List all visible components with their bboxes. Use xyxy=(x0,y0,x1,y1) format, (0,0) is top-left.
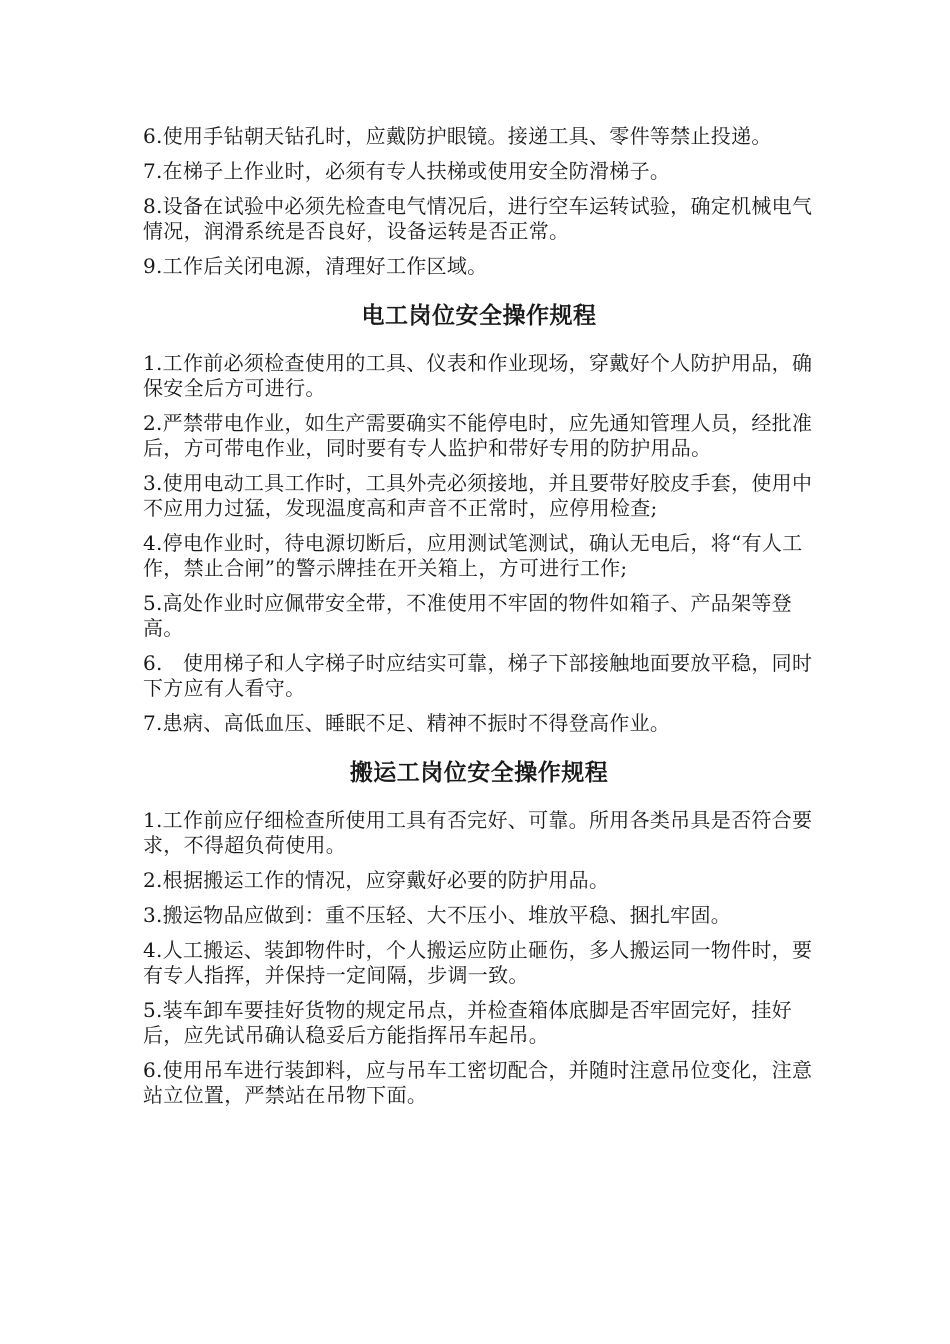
section-title-electrician: 电工岗位安全操作规程 xyxy=(361,303,597,329)
list-item: 1.工作前必须检查使用的工具、仪表和作业现场，穿戴好个人防护用品，确保安全后方可进行。 xyxy=(143,351,813,400)
list-item: 6.使用吊车进行装卸料，应与吊车工密切配合，并随时注意吊位变化，注意站立位置，严禁站在吊物下面。 xyxy=(143,1058,813,1107)
list-item: 9.工作后关闭电源，清理好工作区域。 xyxy=(143,254,488,278)
electrician-section xyxy=(143,301,815,736)
list-item: 3.搬运物品应做到：重不压轻、大不压小、堆放平稳、捆扎牢固。 xyxy=(143,903,732,927)
list-item: 8.设备在试验中必须先检查电气情况后，进行空车运转试验，确定机械电气情况，润滑系统是否良好，设备运转是否正常。 xyxy=(143,194,813,243)
list-item: 4.停电作业时，待电源切断后，应用测试笔测试，确认无电后，将“有人工作，禁止合闸”的警示牌挂在开关箱上，方可进行工作; xyxy=(143,531,803,580)
list-item: 5.装车卸车要挂好货物的规定吊点，并检查箱体底脚是否牢固完好，挂好后，应先试吊确认稳妥后方能指挥吊车起吊。 xyxy=(143,998,792,1047)
section-title-porter: 搬运工岗位安全操作规程 xyxy=(349,760,609,786)
list-item: 7.在梯子上作业时，必须有专人扶梯或使用安全防滑梯子。 xyxy=(143,159,671,183)
intro-section xyxy=(143,124,815,279)
porter-section xyxy=(143,758,815,1108)
list-item: 4.人工搬运、装卸物件时，个人搬运应防止砸伤，多人搬运同一物件时，要有专人指挥，并保持一定间隔，步调一致。 xyxy=(143,938,813,987)
document-page xyxy=(143,124,815,1118)
list-item: 7.患病、高低血压、睡眠不足、精神不振时不得登高作业。 xyxy=(143,711,671,735)
list-item: 6. 使用梯子和人字梯子时应结实可靠，梯子下部接触地面要放平稳，同时下方应有人看守。 xyxy=(143,651,813,700)
list-item: 5.高处作业时应佩带安全带，不准使用不牢固的物件如箱子、产品架等登高。 xyxy=(143,591,792,640)
list-item: 3.使用电动工具工作时，工具外壳必须接地，并且要带好胶皮手套，使用中不应用力过猛，发现温度高和声音不正常时，应停用检查; xyxy=(143,471,813,520)
list-item: 6.使用手钻朝天钻孔时，应戴防护眼镜。接递工具、零件等禁止投递。 xyxy=(143,124,772,148)
list-item: 2.严禁带电作业，如生产需要确实不能停电时，应先通知管理人员，经批准后，方可带电作业，同时要有专人监护和带好专用的防护用品。 xyxy=(143,411,813,460)
list-item: 1.工作前应仔细检查所使用工具有否完好、可靠。所用各类吊具是否符合要求，不得超负荷使用。 xyxy=(143,808,813,857)
list-item: 2.根据搬运工作的情况，应穿戴好必要的防护用品。 xyxy=(143,868,610,892)
